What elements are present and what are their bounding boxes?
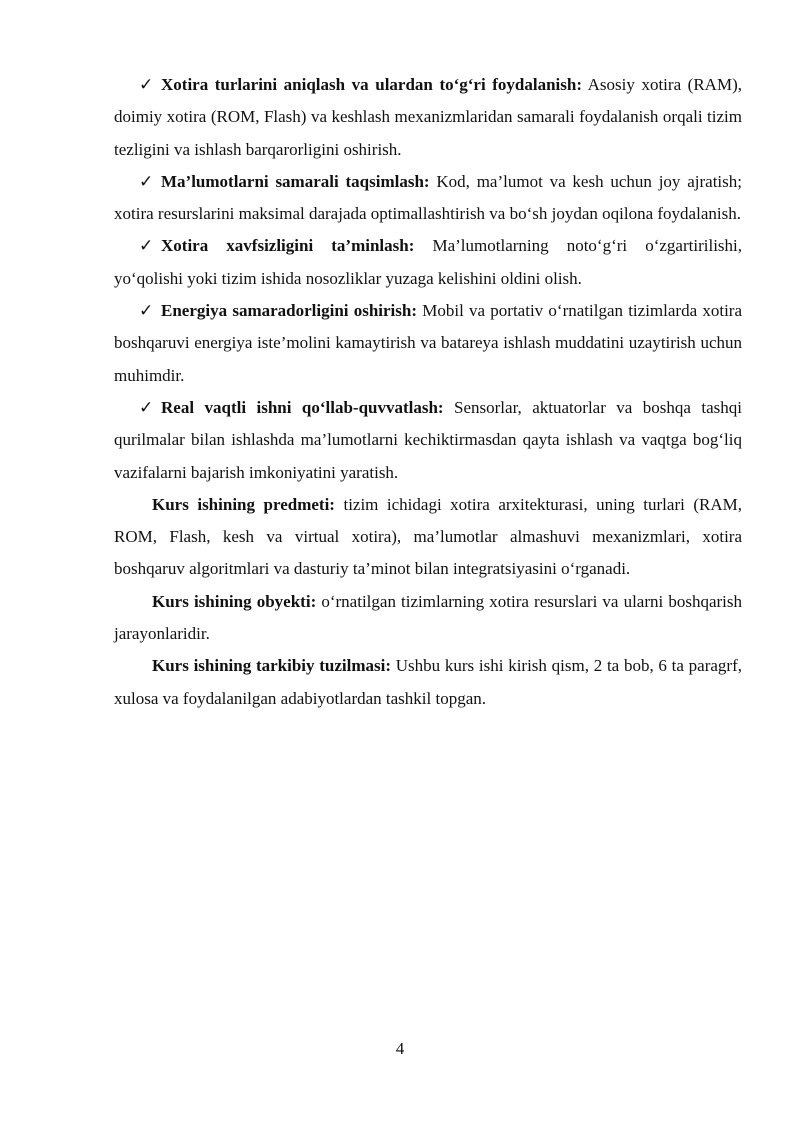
bullet-text: Ma’lumotlarning noto‘g‘ri o‘zgartirilishi, yo‘qolishi yoki tizim ishida nosozliklar yuzaga kelishini oldini olish.	[114, 236, 743, 288]
bullet-text: Mobil va portativ o‘rnatilgan tizimlarda xotira boshqaruvi energiya iste’molini kamaytirish va batareya ishlash muddatini uzaytirish uchun muhimdir.	[114, 301, 742, 385]
checkmark-icon: ✓	[139, 301, 154, 322]
paragraph-text: tizim ichidagi xotira arxitekturasi, uning turlari (RAM, ROM, Flash, kesh va virtual xotira), ma’lumotlar almashuvi mexanizmlari, xotira boshqaruv algoritmlari va dasturiy ta’minot bilan integratsiyasini o‘rganadi.	[114, 494, 742, 579]
bullet-heading: Energiya samaradorligini oshirish:	[161, 301, 418, 321]
bullet-heading: Xotira xavfsizligini ta’minlash:	[161, 236, 415, 256]
structure-paragraph	[114, 650, 742, 715]
object-paragraph	[114, 586, 742, 651]
checkmark-icon: ✓	[139, 171, 154, 192]
bullet-text: Asosiy xotira (RAM), doimiy xotira (ROM, Flash) va keshlash mexanizmlaridan samarali foydalanish orqali tizim tezligini va ishlash barqarorligini oshirish.	[114, 75, 742, 159]
bullet-heading: Ma’lumotlarni samarali taqsimlash:	[161, 171, 430, 191]
bullet-item	[114, 295, 742, 392]
subject-paragraph	[114, 489, 742, 586]
bullet-heading: Xotira turlarini aniqlash va ulardan to‘g‘ri foydalanish:	[161, 75, 583, 94]
bullet-heading: Real vaqtli ishni qo‘llab-quvvatlash:	[161, 397, 444, 417]
bullet-item	[114, 230, 742, 295]
page-body	[114, 69, 742, 715]
checkmark-icon: ✓	[139, 236, 154, 257]
page-number: 4	[395, 1039, 405, 1058]
bullet-text: Kod, ma’lumot va kesh uchun joy ajratish; xotira resurslarini maksimal darajada optimallashtirish va bo‘sh joydan oqilona foydalanish.	[114, 171, 742, 224]
checkmark-icon: ✓	[139, 75, 154, 95]
bullet-text: Sensorlar, aktuatorlar va boshqa tashqi qurilmalar bilan ishlashda ma’lumotlarni kechiktirmasdan qayta ishlash va vaqtga bog‘liq vazifalarni bajarish imkoniyatini yaratish.	[114, 397, 742, 482]
paragraph-heading: Kurs ishining tarkibiy tuzilmasi:	[152, 656, 392, 676]
paragraph-text: Ushbu kurs ishi kirish qism, 2 ta bob, 6 ta paragrf, xulosa va foydalanilgan adabiyotlardan tashkil topgan.	[114, 656, 742, 708]
paragraph-text: o‘rnatilgan tizimlarning xotira resurslari va ularni boshqarish jarayonlaridir.	[114, 591, 743, 644]
paragraph-heading: Kurs ishining obyekti:	[152, 591, 317, 611]
bullet-item	[114, 166, 742, 231]
bullet-item	[114, 392, 742, 489]
paragraph-heading: Kurs ishining predmeti:	[152, 494, 335, 514]
bullet-item	[114, 69, 742, 166]
checkmark-icon: ✓	[139, 397, 154, 418]
